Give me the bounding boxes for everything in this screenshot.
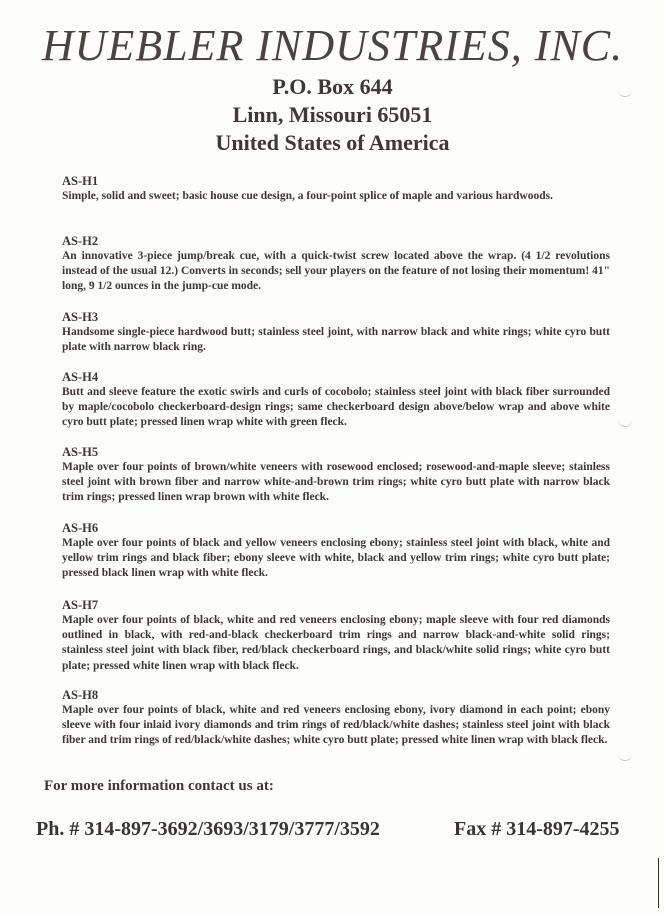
phone-number: Ph. # 314-897-3692/3693/3179/3777/3592 — [36, 818, 380, 840]
product-item — [62, 174, 610, 204]
fax-number: Fax # 314-897-4255 — [454, 818, 620, 840]
contact-label: For more information contact us at: — [44, 778, 274, 794]
company-name: HUEBLER INDUSTRIES, INC. — [41, 21, 624, 70]
product-item — [62, 688, 610, 749]
product-item — [62, 234, 610, 295]
product-code: AS-H4 — [62, 370, 99, 384]
product-item — [62, 521, 610, 582]
scan-edge-line — [658, 858, 659, 908]
product-item — [62, 370, 610, 431]
product-description: Maple over four points of brown/white veneers with rosewood enclosed; rosewood-and-maple sleeve; stainless steel joint with brown fiber and narrow white-and-brown trim rings; white cyro butt plate with narrow black trim rings; pressed linen wrap brown with white fleck. — [62, 461, 610, 504]
product-code: AS-H2 — [62, 234, 99, 248]
product-code: AS-H7 — [62, 598, 99, 612]
address-po-box: P.O. Box 644 — [272, 74, 393, 99]
product-description: Maple over four points of black and yellow veneers enclosing ebony; stainless steel joint with black, white and yellow trim rings and black fiber; ebony sleeve with white, black and yellow trim rings; white cyro butt plate; pressed black linen wrap with white fleck. — [62, 537, 610, 580]
product-code: AS-H5 — [62, 445, 99, 459]
product-code: AS-H1 — [62, 174, 99, 188]
product-item — [62, 598, 610, 674]
product-description: An innovative 3-piece jump/break cue, with a quick-twist screw located above the wrap. (4 1/2 revolutions instead of the usual 12.) Converts in seconds; sell your players on the feature of not losing their momentum! 41" long, 9 1/2 ounces in the jump-cue mode. — [62, 250, 610, 293]
product-item — [62, 445, 610, 506]
address-country: United States of America — [215, 130, 450, 155]
product-description: Butt and sleeve feature the exotic swirls and curls of cocobolo; stainless steel joint with black fiber surrounded by maple/cocobolo checkerboard-design rings; same checkerboard design above/below wrap and above white cyro butt plate; pressed linen wrap white with green fleck. — [62, 386, 610, 429]
punch-hole-mark — [618, 752, 632, 761]
product-code: AS-H3 — [62, 310, 99, 324]
product-description: Simple, solid and sweet; basic house cue design, a four-point splice of maple and various hardwoods. — [62, 190, 553, 202]
address-city: Linn, Missouri 65051 — [232, 102, 433, 127]
product-description: Maple over four points of black, white and red veneers enclosing ebony, ivory diamond in each point; ebony sleeve with four inlaid ivory diamonds and trim rings of red/black/white dashes; stainless steel joint with black fiber and trim rings of red/black/white dashes; white cyro butt plate; pressed white linen wrap with black fleck. — [62, 704, 610, 747]
product-code: AS-H8 — [62, 688, 99, 702]
product-description: Handsome single-piece hardwood butt; stainless steel joint, with narrow black and white rings; white cyro butt plate with narrow black ring. — [62, 326, 610, 354]
product-code: AS-H6 — [62, 521, 99, 535]
product-description: Maple over four points of black, white and red veneers enclosing ebony; maple sleeve with four red diamonds outlined in black, with red-and-black checkerboard trim rings and narrow black-and-white solid rings; stainless steel joint with black fiber, red/black checkerboard rings, and black/white solid rings; white cyro butt plate; pressed white linen wrap with black fleck. — [62, 614, 610, 672]
product-item — [62, 310, 610, 355]
punch-hole-mark — [618, 418, 632, 427]
